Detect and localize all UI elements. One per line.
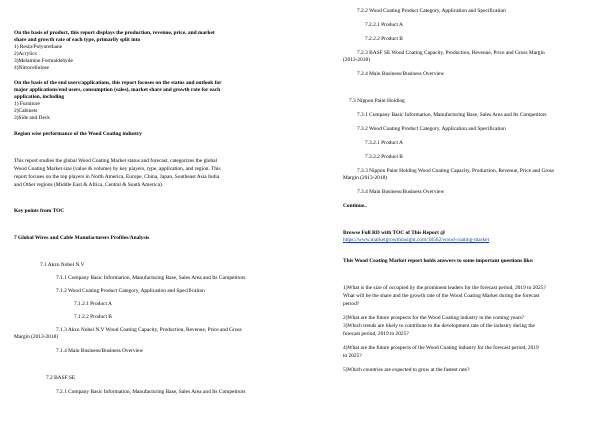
product-item: 3)Melamine Formaldehyde — [14, 58, 73, 64]
applications-heading-line-1: On the basis of the end users/applications, this report focuses on the status and outlook for — [14, 80, 222, 86]
question-line: 1)What is the size of occupied by the prominent leaders for the forecast period, 2019 to 2025? — [343, 285, 546, 291]
toc-entry: 7.2.3 BASF SE Wood Coating Capacity, Production, Revenue, Price and Gross Margin — [357, 50, 545, 56]
toc-entry: 7.3 Nippon Paint Holding — [349, 98, 405, 104]
region-heading: Region wise performance of the Wood Coating industry — [14, 131, 142, 137]
question-line: What will be the share and the growth rate of the Wood Coating Market during the forecast — [343, 293, 540, 299]
question-line: 4)What are the future prospects of the Wood Coating industry for the forecast period, 2019 — [343, 345, 539, 351]
toc-entry: 7.1.1 Company Basic Information, Manufacturing Base, Sales Area and Its Competitors — [56, 275, 246, 281]
toc-entry: 7.2.2 Wood Coating Product Category, Application and Specification — [357, 8, 506, 14]
toc-entry: 7.2 BASF SE — [46, 375, 76, 381]
toc-entry-continuation: Margin (2013-2018) — [14, 334, 59, 340]
question-line: period? — [343, 301, 360, 307]
application-item: 2)Cabinets — [14, 108, 38, 114]
product-item: 2)Acrylics — [14, 51, 37, 57]
application-item: 3)Side and Deck — [14, 115, 50, 121]
toc-entry: 7.2.2.2 Product B — [365, 36, 403, 42]
question-line: to 2025? — [343, 353, 362, 359]
study-paragraph-line: This report studies the global Wood Coating Market status and forecast, categorizes the global — [14, 158, 218, 164]
toc-entry: 7.1.2.1 Product A — [74, 301, 112, 307]
product-item: 1) Resin/Polyurethane — [14, 44, 63, 50]
product-item: 4)Nitrocellulose — [14, 65, 50, 71]
toc-entry: 7.3.2.2 Product B — [365, 154, 403, 160]
question-line: forecast period, 2019 to 2025? — [343, 331, 409, 337]
study-paragraph-line: Wood Coating Market size (value & volume) by key players, type, application, and region. This — [14, 166, 221, 172]
toc-entry: 7.2.4 Main Business/Business Overview — [357, 71, 445, 77]
applications-heading-line-2: major applications/end users, consumption (sales), market share and growth rate for each — [14, 87, 221, 93]
toc-entry: 7.2.1 Company Basic Information, Manufacturing Base, Sales Area and Its Competitors — [56, 389, 246, 395]
continue-label: Continue.. — [343, 203, 367, 209]
toc-entry: 7.1.2.2 Product B — [74, 314, 112, 320]
answers-heading: This Wood Coating Market report holds answers to some important questions like: — [343, 258, 534, 264]
browse-label: Browse Full RD with TOC of This Report @ — [343, 230, 446, 236]
study-paragraph-line: report focuses on the top players in North America, Europe, China, Japan, Southeast Asia India — [14, 174, 220, 180]
toc-entry: 7.3.2 Wood Coating Product Category, Application and Specification — [357, 126, 506, 132]
study-paragraph-line: and Other regions (Middle East & Africa, Central & South America). — [14, 182, 164, 188]
application-item: 1) Furniture — [14, 101, 40, 107]
toc-entry: 7.1.2 Wood Coating Product Category, Application and Specification — [56, 288, 205, 294]
applications-heading-line-3: application, including — [14, 94, 65, 100]
toc-entry: 7.3.4 Main Business/Business Overview — [357, 189, 445, 195]
question-line: 5)Which countries are expected to grow at the fastest rate? — [343, 367, 470, 373]
toc-entry: 7.3.1 Company Basic Information, Manufacturing Base, Sales Area and Its Competitors — [357, 112, 547, 118]
toc-entry: 7.1 Akzo Nobel N.V — [40, 262, 85, 268]
toc-entry: 7.3.3 Nippon Paint Holding Wood Coating Capacity, Production, Revenue, Price and Gross — [357, 168, 555, 174]
question-line: 2)What are the future prospects for the Wood Coating industry in the coming years? — [343, 315, 525, 321]
browse-report-link[interactable]: https://www.marketgrowthinsight.com/18562/wood-coating-market — [343, 237, 490, 243]
toc-entry: 7.3.2.1 Product A — [365, 140, 403, 146]
toc-entry: 7.1.4 Main Business/Business Overview — [56, 348, 144, 354]
toc-entry-continuation: (2013-2018) — [343, 57, 370, 63]
question-line: 3)Which trends are likely to contribute to the development rate of the industry during the — [343, 323, 535, 329]
products-heading-line-2: share and growth rate of each type, primarily split into — [14, 37, 141, 43]
toc-entry: 7.1.3 Akzo Nobel N.V Wood Coating Capacity, Production, Revenue, Price and Gross — [56, 327, 242, 333]
toc-entry: 7.2.2.1 Product A — [365, 22, 403, 28]
toc-entry-continuation: Margin (2013-2018) — [343, 175, 388, 181]
toc-section-7-heading: 7 Global Wires and Cable Manufacturers Profiles/Analysis — [14, 235, 150, 241]
products-heading-line-1: On the basis of product, this report displays the production, revenue, price, and market — [14, 30, 215, 36]
toc-heading: Key points from TOC — [14, 208, 65, 214]
